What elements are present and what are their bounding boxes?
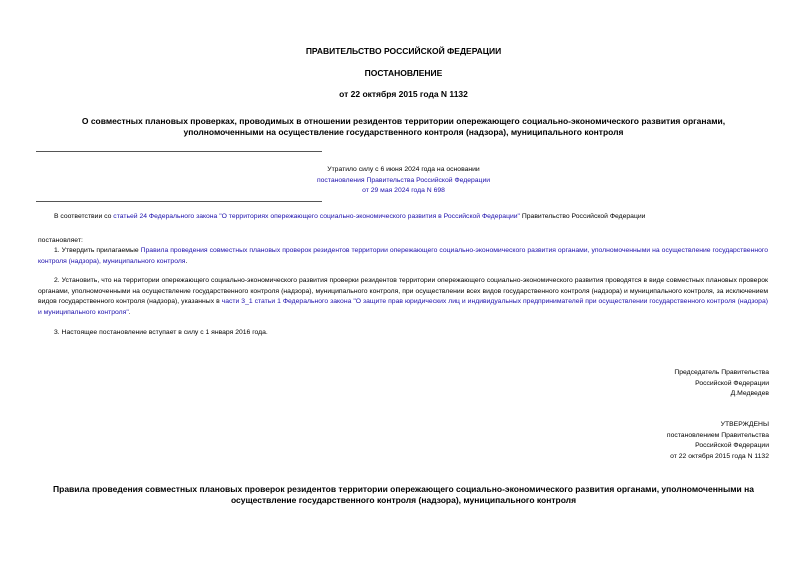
repeal-decree-date-link[interactable]: от 29 мая 2024 года N 698 bbox=[362, 187, 445, 194]
decree-word: постановляет: bbox=[38, 237, 83, 244]
approval-date: от 22 октября 2015 года N 1132 bbox=[670, 452, 769, 460]
signature-position: Председатель Правительства bbox=[674, 369, 769, 376]
preamble-suffix: Правительство Российской Федерации bbox=[519, 213, 646, 220]
signature-country: Российской Федерации bbox=[695, 379, 769, 387]
item-3-paragraph: 3. Настоящее постановление вступает в силу с 1 января 2016 года. bbox=[54, 329, 268, 336]
divider-bottom bbox=[36, 201, 322, 202]
signature-block bbox=[509, 368, 769, 400]
item-2-paragraph bbox=[38, 276, 768, 318]
item-1-suffix: . bbox=[185, 257, 188, 265]
approval-country: Российской Федерации bbox=[695, 442, 769, 449]
rules-link[interactable]: Правила проведения совместных плановых проверок резидентов территории опережающего социально-экономического развития органами, уполномоченными на осуществление государственного контроля (надзора), муниципального контроля bbox=[38, 247, 768, 265]
item-1-prefix: 1. Утвердить прилагаемые bbox=[54, 247, 141, 254]
decree-title: О совместных плановых проверках, проводимых в отношении резидентов территории опережающего социально-экономического развития органами, уполномоченными на осуществление государственного контроля (надзора), муниципального контроля bbox=[81, 116, 726, 137]
divider-top bbox=[36, 151, 322, 152]
approval-word: УТВЕРЖДЕНЫ bbox=[720, 421, 769, 428]
item-2-prefix: 2. Установить, что на территории опережающего социально-экономического развития проверки резидентов территории опережающего социально-экономического развития проводятся в виде совместных плановых проверок органами, уполномоченными на осуществление государственного контроля (надзора), муниципального контроля, при осуществлении всех видов государственного контроля (надзора) и муниципального контроля, за исключением видов государственного контроля (надзора), указанных в bbox=[38, 277, 768, 305]
preamble-paragraph bbox=[38, 212, 768, 223]
doc-date-number: от 22 октября 2015 года N 1132 bbox=[339, 89, 468, 99]
signature-name: Д.Медведев bbox=[730, 390, 769, 397]
rules-title: Правила проведения совместных плановых проверок резидентов территории опережающего социально-экономического развития органами, уполномоченными на осуществление государственного контроля (надзора), муниципального контроля bbox=[53, 484, 754, 505]
federal-law-part-link[interactable]: части 3_1 статьи 1 Федерального закона "О защите прав юридических лиц и индивидуальных предпринимателей при осуществлении государственного контроля (надзора) и муниципального контроля" bbox=[38, 298, 768, 316]
approval-block bbox=[509, 420, 769, 462]
repeal-notice-text: Утратило силу с 6 июня 2024 года на основании bbox=[327, 166, 480, 173]
preamble-prefix: В соответствии со bbox=[54, 213, 114, 220]
approval-by: постановлением Правительства bbox=[666, 431, 769, 439]
repeal-decree-link[interactable]: постановления Правительства Российской Федерации bbox=[316, 176, 491, 184]
government-heading: ПРАВИТЕЛЬСТВО РОССИЙСКОЙ ФЕДЕРАЦИИ bbox=[305, 46, 502, 56]
item-2-suffix: . bbox=[128, 308, 131, 316]
repeal-notice bbox=[215, 165, 592, 197]
doc-type-heading: ПОСТАНОВЛЕНИЕ bbox=[364, 68, 443, 78]
item-1-paragraph bbox=[38, 246, 768, 267]
federal-law-article-link[interactable]: статьей 24 Федерального закона "О территориях опережающего социально-экономического развития в Российской Федерации" bbox=[113, 213, 520, 220]
